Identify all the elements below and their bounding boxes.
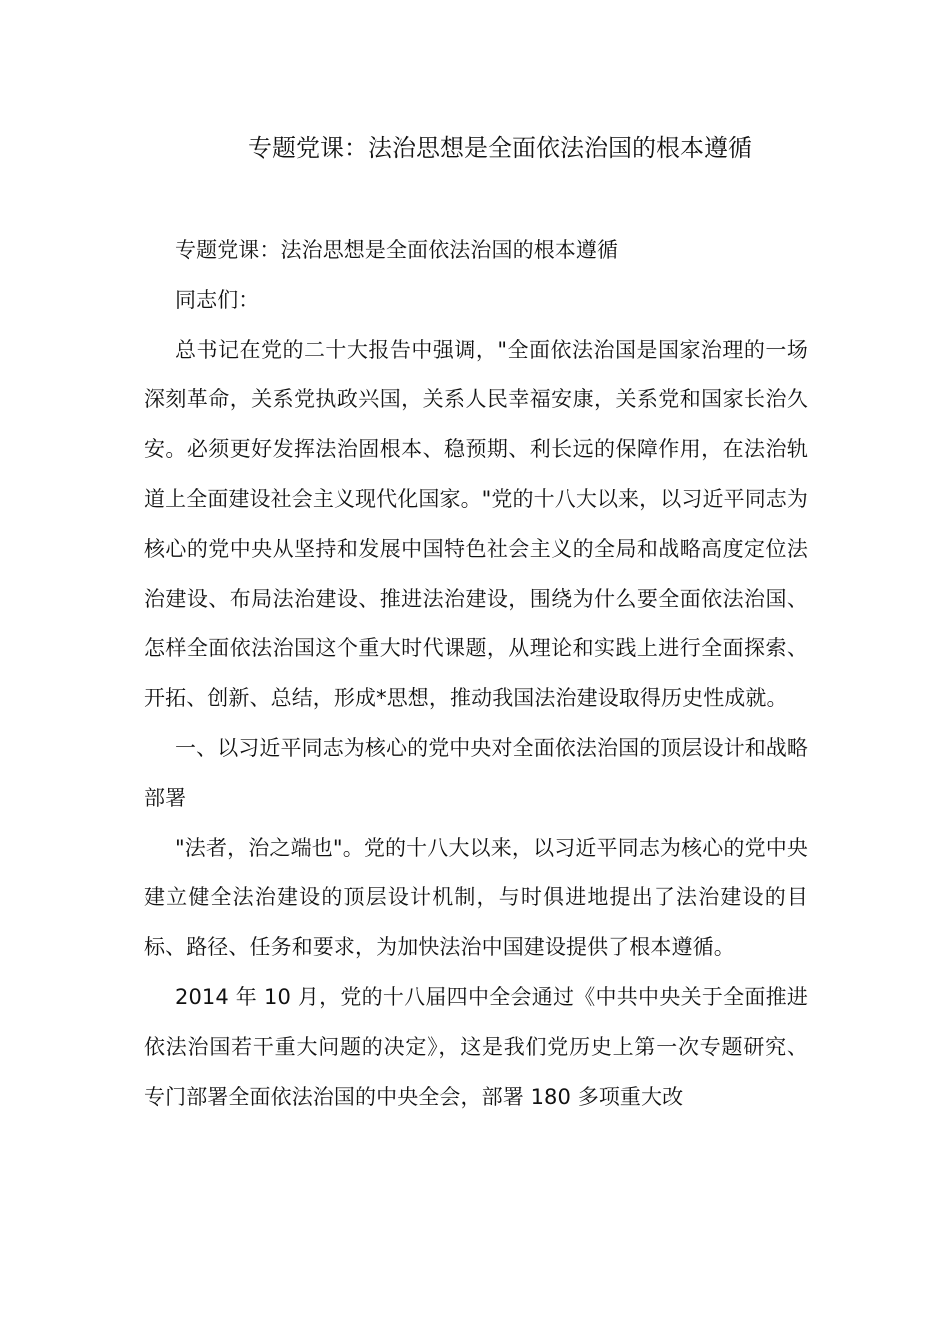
paragraph-intro: 总书记在党的二十大报告中强调，"全面依法治国是国家治理的一场深刻革命，关系党执政兴国，关系人民幸福安康，关系党和国家长治久安。必须更好发挥法治固根本、稳预期、利长远的保障作用，在法治轨道上全面建设社会主义现代化国家。"党的十八大以来，以习近平同志为核心的党中央从坚持和发展中国特色社会主义的全局和战略高度定位法治建设、布局法治建设、推进法治建设，围绕为什么要全面依法治国、怎样全面依法治国这个重大时代课题，从理论和实践上进行全面探索、开拓、创新、总结，形成*思想，推动我国法治建设取得历史性成就。 <box>144 337 808 711</box>
paragraph-section1-a: "法者，治之端也"。党的十八大以来，以习近平同志为核心的党中央建立健全法治建设的顶层设计机制，与时俱进地提出了法治建设的目标、路径、任务和要求，为加快法治中国建设提供了根本遵循。 <box>144 835 808 960</box>
paragraph-section1-b: 2014 年 10 月，党的十八届四中全会通过《中共中央关于全面推进依法治国若干重大问题的决定》，这是我们党历史上第一次专题研究、专门部署全面依法治国的中央全会，部署 180 多项重大改 <box>144 984 808 1109</box>
document-body <box>144 226 808 1122</box>
document-title: 专题党课：法治思想是全面依法治国的根本遵循 <box>248 134 752 162</box>
section-heading-1: 一、以习近平同志为核心的党中央对全面依法治国的顶层设计和战略部署 <box>144 735 808 810</box>
paragraph-salutation: 同志们： <box>175 287 260 312</box>
paragraph-subtitle: 专题党课：法治思想是全面依法治国的根本遵循 <box>175 238 619 262</box>
